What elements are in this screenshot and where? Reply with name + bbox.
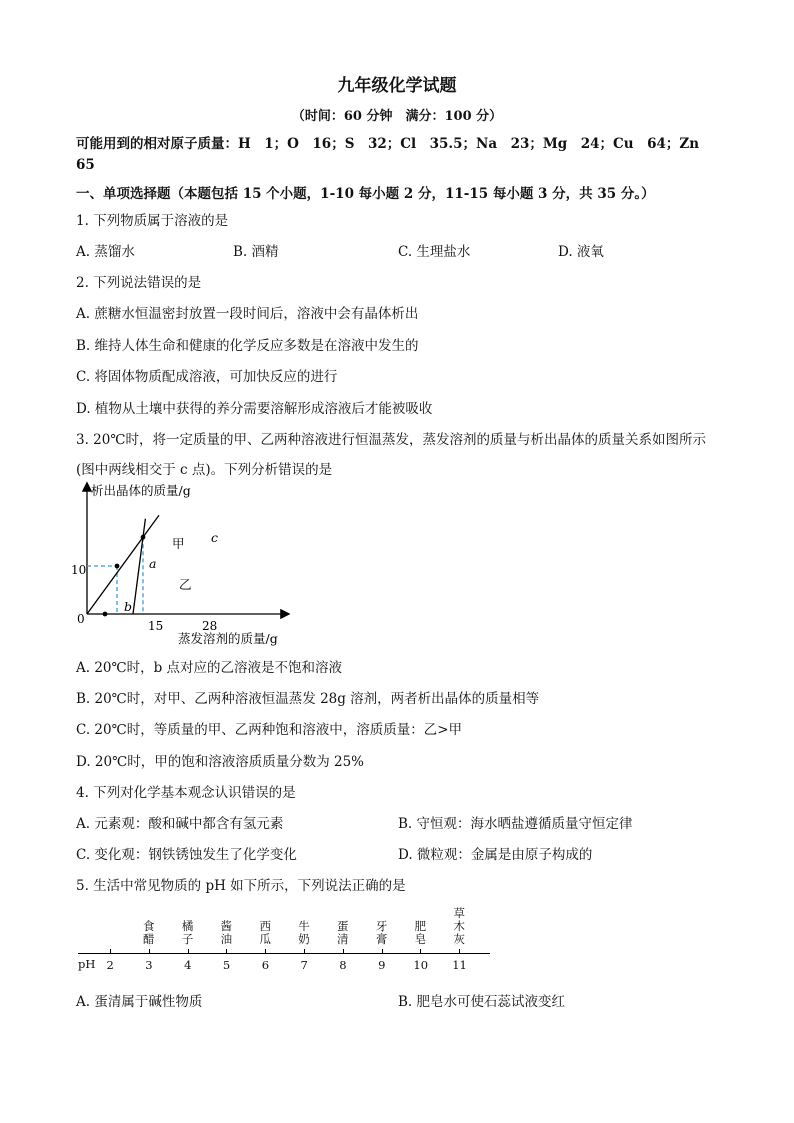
ph-tick-label: 7	[300, 958, 308, 972]
series-label-yi: 乙	[179, 577, 192, 592]
q3-option-a: A. 20℃时，b 点对应的乙溶液是不饱和溶液	[76, 660, 343, 676]
point-label-a: a	[149, 556, 157, 571]
point-label-b: b	[124, 599, 133, 614]
q3-stem-line1: 3. 20℃时，将一定质量的甲、乙两种溶液进行恒温蒸发，蒸发溶剂的质量与析出晶体的质量关系如图所示	[76, 432, 706, 448]
ph-tick-mark	[304, 949, 305, 953]
q2-option-a: A. 蔗糖水恒温密封放置一段时间后，溶液中会有晶体析出	[76, 306, 419, 322]
q3-option-c: C. 20℃时，等质量的甲、乙两种饱和溶液中，溶质质量：乙>甲	[76, 722, 463, 738]
y-tick-label-10: 10	[71, 563, 87, 577]
ph-tick-mark	[188, 949, 189, 953]
q5-option-a: A. 蛋清属于碱性物质	[76, 994, 203, 1010]
q2-option-d: D. 植物从土壤中获得的养分需要溶解形成溶液后才能被吸收	[76, 401, 433, 417]
ph-tick-label: 2	[106, 958, 114, 972]
ph-tick-label: 5	[222, 958, 231, 972]
ph-substance-label: 肥皂	[414, 919, 427, 946]
q4-option-d: D. 微粒观：金属是由原子构成的	[398, 847, 593, 863]
q4-option-b: B. 守恒观：海水晒盐遵循质量守恒定律	[398, 816, 633, 832]
ph-tick-label: 11	[452, 958, 467, 972]
q5-option-b: B. 肥皂水可使石蕊试液变红	[398, 994, 566, 1010]
ph-tick-mark	[110, 949, 111, 953]
q4-stem: 4. 下列对化学基本观念认识错误的是	[76, 785, 296, 801]
ph-tick-mark	[382, 949, 383, 953]
ph-substance-label: 草木灰	[453, 906, 465, 946]
ph-tick-label: 4	[184, 958, 192, 972]
ph-tick-mark	[226, 949, 227, 953]
ph-substance-label: 西瓜	[259, 919, 271, 946]
q3-stem-line2: (图中两线相交于 c 点)。下列分析错误的是	[76, 462, 333, 478]
ph-tick-mark	[459, 949, 460, 953]
ph-substance-label: 牙膏	[375, 919, 388, 946]
q2-option-c: C. 将固体物质配成溶液，可加快反应的进行	[76, 369, 338, 385]
ph-tick-label: 3	[145, 958, 153, 972]
series-label-jia: 甲	[172, 536, 185, 551]
y-axis-label: 析出晶体的质量/g	[91, 483, 191, 498]
q4-option-a: A. 元素观：酸和碱中都含有氢元素	[76, 816, 284, 832]
q1-option-d: D. 液氧	[558, 244, 604, 260]
q3-option-b: B. 20℃时，对甲、乙两种溶液恒温蒸发 28g 溶剂，两者析出晶体的质量相等	[76, 691, 540, 707]
atomic-masses-line2: 65	[76, 157, 95, 173]
ph-substance-label: 橘子	[181, 919, 194, 946]
ph-axis-line	[78, 953, 490, 954]
ph-tick-mark	[149, 949, 150, 953]
atomic-masses-line1: 可能用到的相对原子质量：H 1；O 16；S 32；Cl 35.5；Na 23；Mg 24；Cu 64；Zn	[76, 136, 700, 152]
ph-tick-label: 6	[261, 958, 270, 972]
q1-option-a: A. 蒸馏水	[76, 244, 135, 260]
origin-tick-label: 0	[77, 612, 85, 626]
q2-option-b: B. 维持人体生命和健康的化学反应多数是在溶液中发生的	[76, 338, 419, 354]
section-heading: 一、单项选择题（本题包括 15 个小题，1-10 每小题 2 分，11-15 每小题 3 分，共 35 分。）	[76, 186, 655, 202]
q1-option-b: B. 酒精	[233, 244, 279, 260]
x-tick-label-15: 15	[148, 619, 164, 633]
x-tick-label-28: 28	[202, 619, 218, 633]
q1-option-c: C. 生理盐水	[398, 244, 471, 260]
ph-tick-label: 8	[339, 958, 347, 972]
x-axis-label: 蒸发溶剂的质量/g	[178, 631, 278, 646]
ph-tick-mark	[343, 949, 344, 953]
ph-tick-label: 9	[378, 958, 386, 972]
ph-substance-label: 食醋	[143, 919, 155, 946]
page-title: 九年级化学试题	[337, 76, 457, 96]
q5-stem: 5. 生活中常见物质的 pH 如下所示，下列说法正确的是	[76, 878, 406, 894]
ph-substance-label: 酱油	[220, 919, 233, 946]
ph-tick-mark	[420, 949, 421, 953]
ph-tick-label: 10	[413, 958, 429, 972]
exam-time-score: （时间：60 分钟 满分：100 分）	[291, 109, 503, 124]
q1-stem: 1. 下列物质属于溶液的是	[76, 213, 229, 229]
q2-stem: 2. 下列说法错误的是	[76, 275, 202, 291]
point-label-c: c	[211, 530, 219, 545]
ph-axis-label: pH	[78, 957, 96, 971]
ph-tick-mark	[265, 949, 266, 953]
q3-option-d: D. 20℃时，甲的饱和溶液溶质质量分数为 25%	[76, 754, 365, 770]
ph-substance-label: 蛋清	[337, 919, 349, 946]
ph-substance-label: 牛奶	[298, 919, 310, 946]
q4-option-c: C. 变化观：钢铁锈蚀发生了化学变化	[76, 847, 297, 863]
